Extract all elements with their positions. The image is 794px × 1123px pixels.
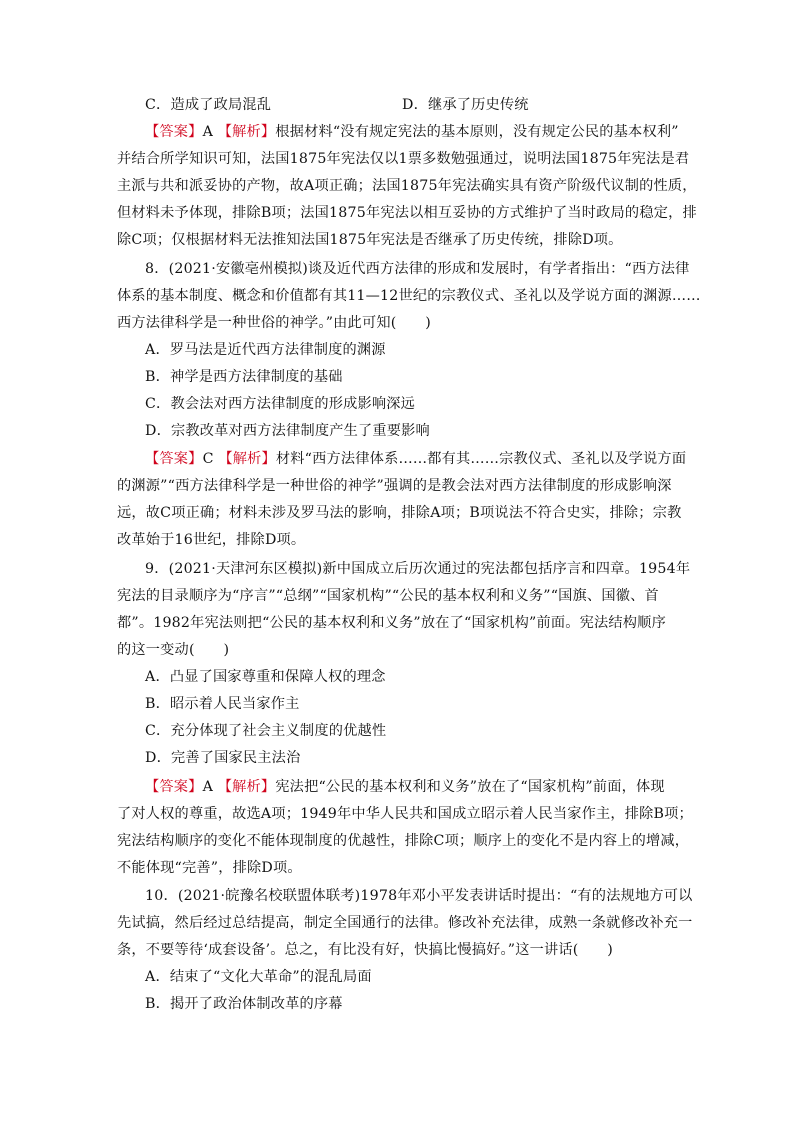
q10-stem-line: 10．(2021·皖豫名校联盟体联考)1978年邓小平发表讲话时提出：“有的法规地方可以: [145, 888, 693, 904]
q7-explanation-line: 除C项；仅根据材料无法推知法国1875年宪法是否继承了历史传统，排除D项。: [117, 232, 623, 248]
answer-tag: 【答案】: [145, 779, 203, 795]
q9-explanation-line: 【答案】A 【解析】宪法把“公民的基本权利和义务”放在了“国家机构”前面，体现: [145, 779, 665, 795]
q9-option-c: C．充分体现了社会主义制度的优越性: [145, 723, 387, 739]
q9-stem-line: 的这一变动( ): [117, 642, 230, 658]
q8-explanation-line: 的渊源”“西方法律科学是一种世俗的神学”强调的是教会法对西方法律制度的形成影响深: [117, 478, 672, 494]
q8-stem-line: 西方法律科学是一种世俗的神学。”由此可知( ): [117, 315, 431, 331]
q8-explanation-line: 【答案】C 【解析】材料“西方法律体系……都有其……宗教仪式、圣礼以及学说方面: [145, 451, 687, 467]
q7-explanation-line: 并结合所学知识可知，法国1875年宪法仅以1票多数勉强通过，说明法国1875年宪法是君: [117, 151, 690, 167]
answer-value: A: [202, 779, 214, 795]
answer-tag: 【答案】: [145, 451, 203, 467]
q8-option-d: D．宗教改革对西方法律制度产生了重要影响: [145, 423, 430, 439]
analysis-tag: 【解析】: [217, 779, 276, 795]
q9-option-d: D．完善了国家民主法治: [145, 750, 301, 766]
q7-option-c: C．造成了政局混乱: [145, 97, 272, 113]
q9-stem-line: 都”。1982年宪法则把“公民的基本权利和义务”放在了“国家机构”前面。宪法结构顺序: [117, 615, 666, 631]
q9-option-b: B．昭示着人民当家作主: [145, 696, 300, 712]
analysis-tag: 【解析】: [217, 124, 276, 140]
q10-stem-line: 先试搞，然后经过总结提高，制定全国通行的法律。修改补充法律，成熟一条就修改补充一: [117, 915, 693, 931]
answer-value: A: [202, 124, 214, 140]
q7-explanation-line: 但材料未予体现，排除B项；法国1875年宪法以相互妥协的方式维护了当时政局的稳定，排: [117, 205, 697, 221]
q7-option-d: D．继承了历史传统: [402, 97, 529, 113]
q7-explanation-line: 主派与共和派妥协的产物，故A项正确；法国1875年宪法确实具有资产阶级代议制的性质，: [117, 178, 697, 194]
q9-explanation-line: 不能体现“完善”，排除D项。: [117, 860, 302, 876]
q10-stem-line: 条，不要等待‘成套设备’。总之，有比没有好，快搞比慢搞好。”这一讲话( ): [117, 942, 614, 958]
q8-stem-line: 8．(2021·安徽亳州模拟)谈及近代西方法律的形成和发展时，有学者指出：“西方法律: [145, 261, 690, 277]
answer-value: C: [202, 451, 214, 467]
q8-stem-line: 体系的基本制度、概念和价值都有其11—12世纪的宗教仪式、圣礼以及学说方面的渊源……: [117, 288, 701, 304]
q9-stem-line: 9．(2021·天津河东区模拟)新中国成立后历次通过的宪法都包括序言和四章。1954年: [145, 561, 691, 577]
q8-explanation-line: 改革始于16世纪，排除D项。: [117, 532, 306, 548]
q10-option-a: A．结束了“文化大革命”的混乱局面: [145, 969, 372, 985]
q9-option-a: A．凸显了国家尊重和保障人权的理念: [145, 669, 386, 685]
q8-option-c: C．教会法对西方法律制度的形成影响深远: [145, 396, 416, 412]
q8-option-b: B．神学是西方法律制度的基础: [145, 369, 343, 385]
q9-explanation-line: 宪法结构顺序的变化不能体现制度的优越性，排除C项；顺序上的变化不是内容上的增减，: [117, 833, 690, 849]
q8-option-a: A．罗马法是近代西方法律制度的渊源: [145, 342, 386, 358]
q8-explanation-line: 远，故C项正确；材料未涉及罗马法的影响，排除A项；B项说法不符合史实，排除；宗教: [117, 505, 682, 521]
q9-stem-line: 宪法的目录顺序为“序言”“总纲”“国家机构”“公民的基本权利和义务”“国旗、国徽、首: [117, 588, 659, 604]
q9-explanation-line: 了对人权的尊重，故选A项；1949年中华人民共和国成立昭示着人民当家作主，排除B项；: [117, 806, 693, 822]
analysis-tag: 【解析】: [218, 451, 276, 467]
answer-tag: 【答案】: [145, 124, 203, 140]
q10-option-b: B．揭开了政治体制改革的序幕: [145, 996, 343, 1012]
q7-explanation-line: 【答案】A 【解析】根据材料“没有规定宪法的基本原则，没有规定公民的基本权利”: [145, 124, 679, 140]
